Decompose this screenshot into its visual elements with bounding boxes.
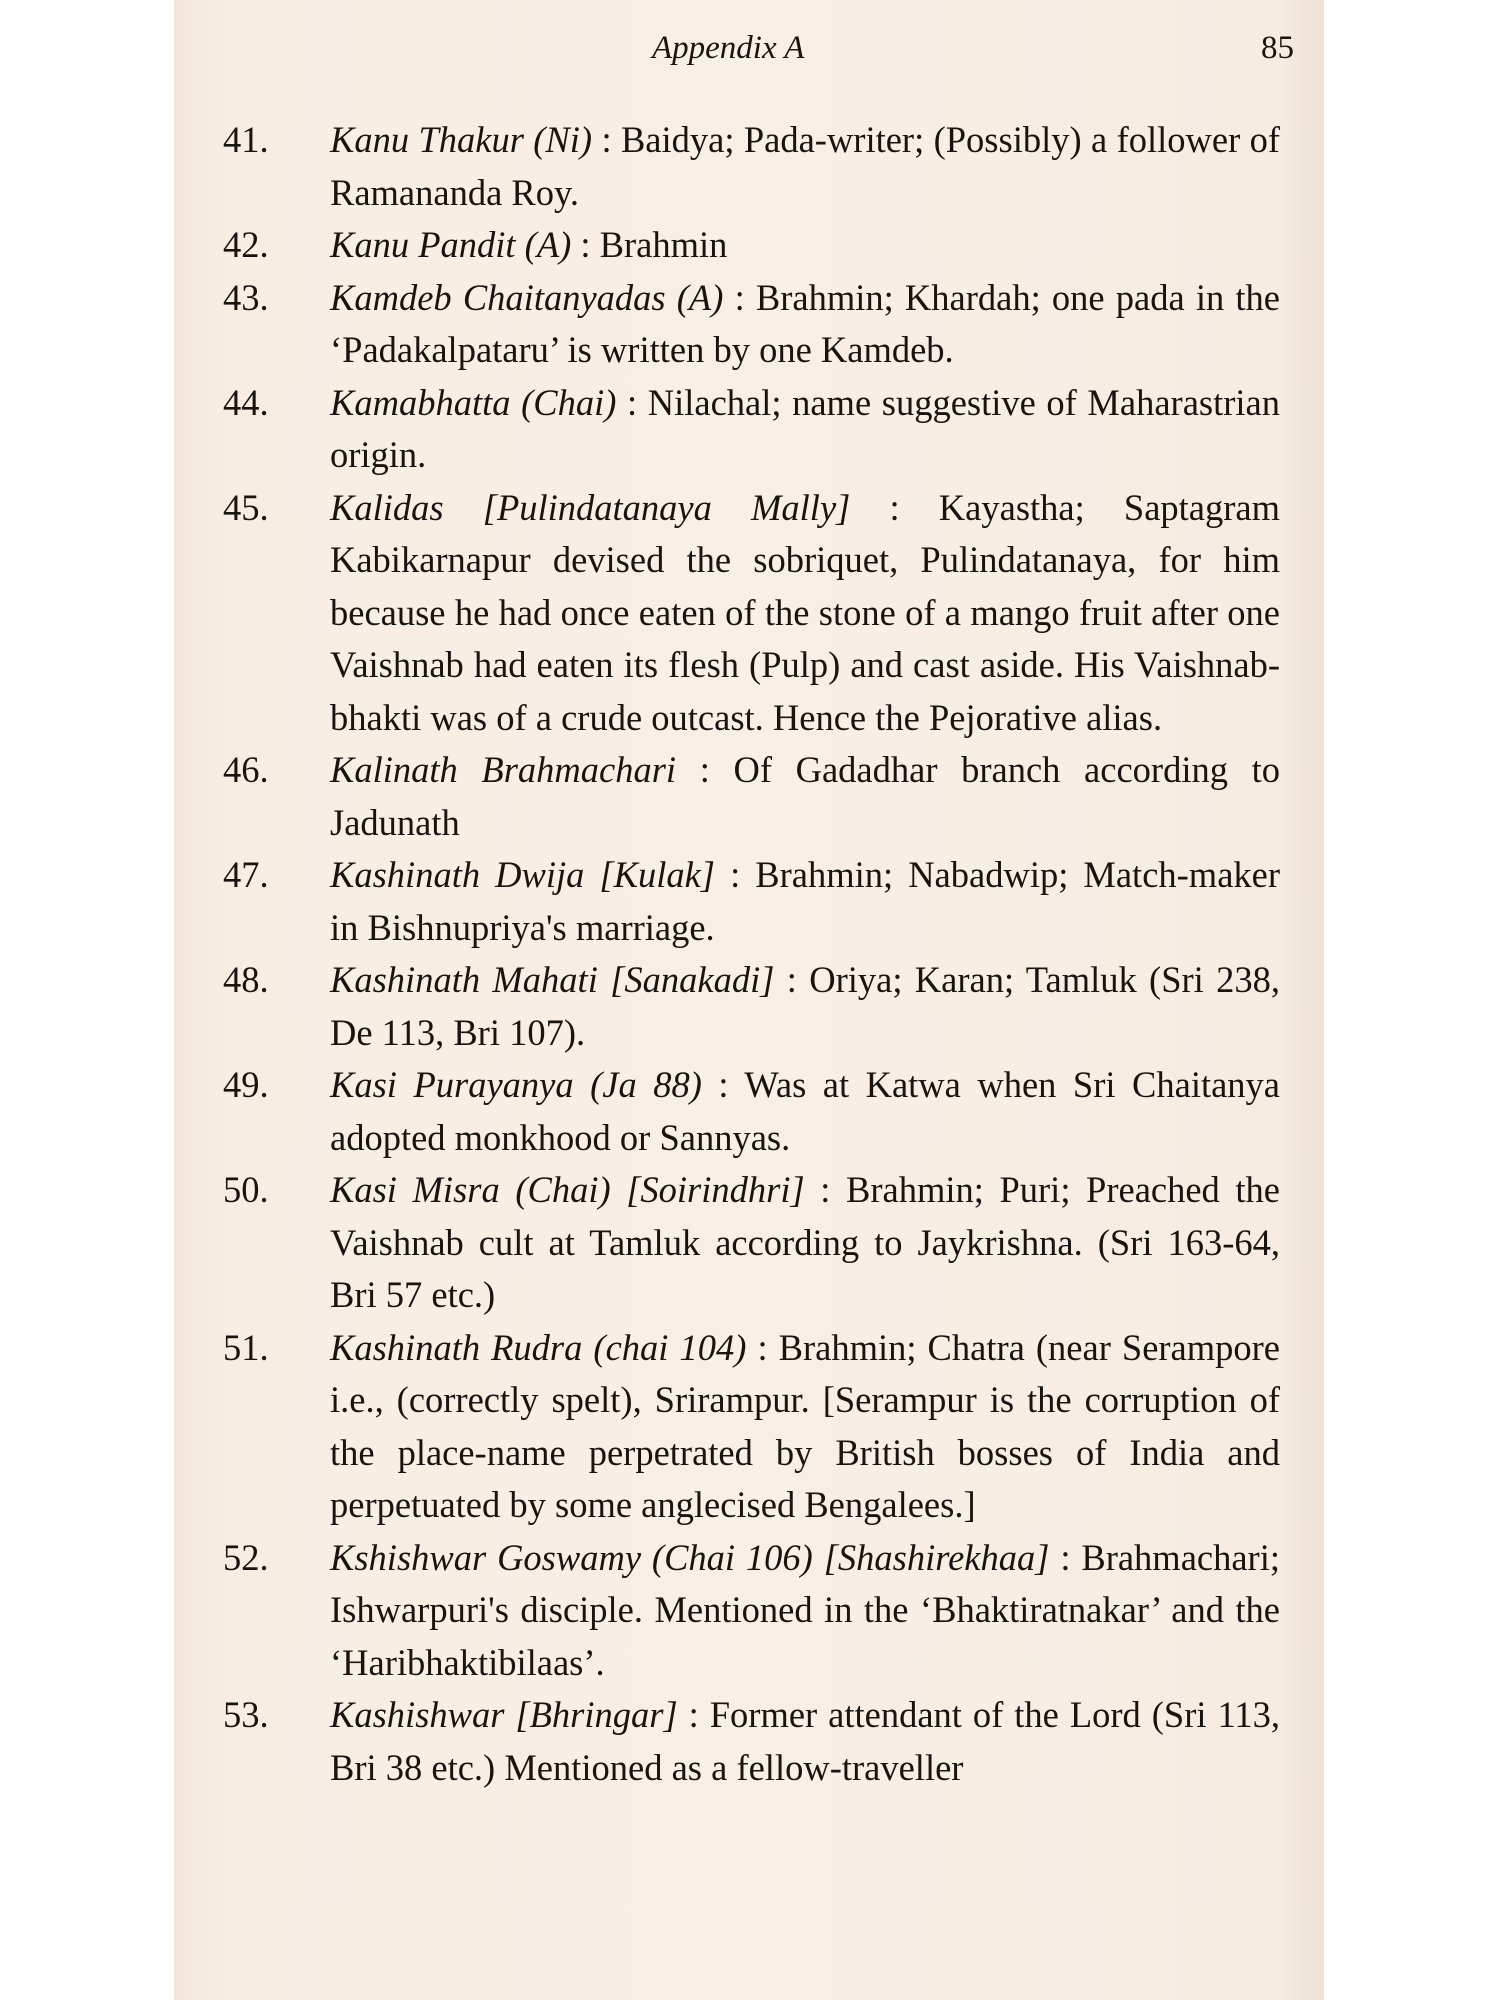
list-item [223,1689,1280,1794]
list-item [223,849,1280,954]
entry-description: : Baidya; Pada-writer; (Possibly) a follower of Ramananda Roy. [330,119,1280,213]
entry-number: 52. [223,1536,269,1578]
entry-name: Kanu Pandit (A) [330,224,572,265]
entry-name: Kashinath Dwija [Kulak] [330,854,716,895]
entry-name: Kamdeb Chaitanyadas (A) [330,276,724,318]
entry-description: : Of Gadadhar branch according to Jadunath [330,749,1280,843]
entry-text [330,1322,1280,1532]
book-page [174,0,1324,2000]
list-item [223,377,1280,482]
entry-text [330,1689,1280,1794]
entry-description: : Brahmin; Chatra (near Serampore i.e., (correctly spelt), Srirampur. [Serampur is the corruption of the place-name perpetrated by British bosses of India and perpetuated by some anglecised Bengalees.] [330,1326,1281,1525]
list-item [223,272,1280,377]
entry-number: 47. [223,854,269,895]
entry-name: Kalidas [Pulindatanaya Mally] [330,486,851,528]
entry-text [330,1164,1280,1322]
entry-name: Kshishwar Goswamy (Chai 106) [Shashirekhaa] [330,1536,1050,1578]
list-item [223,954,1280,1059]
running-title: Appendix A [652,30,805,66]
entry-number: 50. [223,1169,269,1210]
entry-description: : Former attendant of the Lord (Sri 113, Bri 38 etc.) Mentioned as a fellow-traveller [330,1694,1280,1788]
entry-number: 51. [223,1326,269,1368]
entry-description: : Brahmin; Puri; Preached the Vaishnab cult at Tamluk according to Jaykrishna. (Sri 163-64, Bri 57 etc.) [330,1169,1280,1315]
entry-number: 48. [223,959,269,1000]
entry-name: Kanu Thakur (Ni) [330,119,593,160]
entry-text [330,114,1280,219]
entry-number: 42. [223,224,269,265]
entry-text [330,482,1280,745]
entry-name: Kasi Purayanya (Ja 88) [330,1064,702,1105]
list-item [223,1059,1280,1164]
running-header [174,30,1324,70]
entry-number: 46. [223,749,269,790]
entry-description: : Brahmin [571,224,728,265]
list-item [223,219,1280,272]
entry-name: Kamabhatta (Chai) [330,381,617,423]
entry-text [330,272,1280,377]
list-item [223,1532,1280,1690]
entry-text [330,954,1280,1059]
entry-text [330,1059,1280,1164]
list-item [223,1322,1280,1532]
entry-description: : Brahmin; Khardah; one pada in the ‘Padakalpataru’ is written by one Kamdeb. [330,276,1280,370]
entry-description: : Brahmachari; Ishwarpuri's disciple. Mentioned in the ‘Bhaktiratnakar’ and the ‘Haribhaktibilaas’. [330,1536,1280,1683]
entry-list [223,114,1280,1794]
entry-description: : Was at Katwa when Sri Chaitanya adopted monkhood or Sannyas. [330,1064,1280,1158]
entry-number: 49. [223,1064,269,1105]
list-item [223,114,1280,219]
entry-name: Kasi Misra (Chai) [Soirindhri] [330,1169,805,1210]
entry-description: : Oriya; Karan; Tamluk (Sri 238, De 113, Bri 107). [330,959,1280,1053]
entry-name: Kashinath Mahati [Sanakadi] [330,959,775,1000]
entry-name: Kashishwar [Bhringar] [330,1694,678,1735]
entry-description: : Brahmin; Nabadwip; Match-maker in Bishnupriya's marriage. [330,854,1281,948]
page-number: 85 [1261,30,1294,66]
entry-number: 43. [223,276,269,318]
list-item [223,482,1280,745]
entry-text [330,377,1280,482]
entry-number: 45. [223,486,269,528]
entry-description: : Kayastha; Saptagram Kabikarnapur devised the sobriquet, Pulindatanaya, for him because he had once eaten of the stone of a mango fruit after one Vaishnab had eaten its flesh (Pulp) and cast aside. His Vaishnab-bhakti was of a crude outcast. Hence the Pejorative alias. [330,486,1280,738]
entry-name: Kalinath Brahmachari [330,749,677,790]
entry-text [330,219,1280,272]
list-item [223,1164,1280,1322]
entry-text [330,1532,1280,1690]
entry-number: 41. [223,119,269,160]
entry-description: : Nilachal; name suggestive of Maharastrian origin. [330,381,1280,475]
entry-number: 44. [223,381,269,423]
list-item [223,744,1280,849]
entry-text [330,744,1280,849]
entry-text [330,849,1280,954]
entry-name: Kashinath Rudra (chai 104) [330,1326,747,1368]
entry-number: 53. [223,1694,269,1735]
